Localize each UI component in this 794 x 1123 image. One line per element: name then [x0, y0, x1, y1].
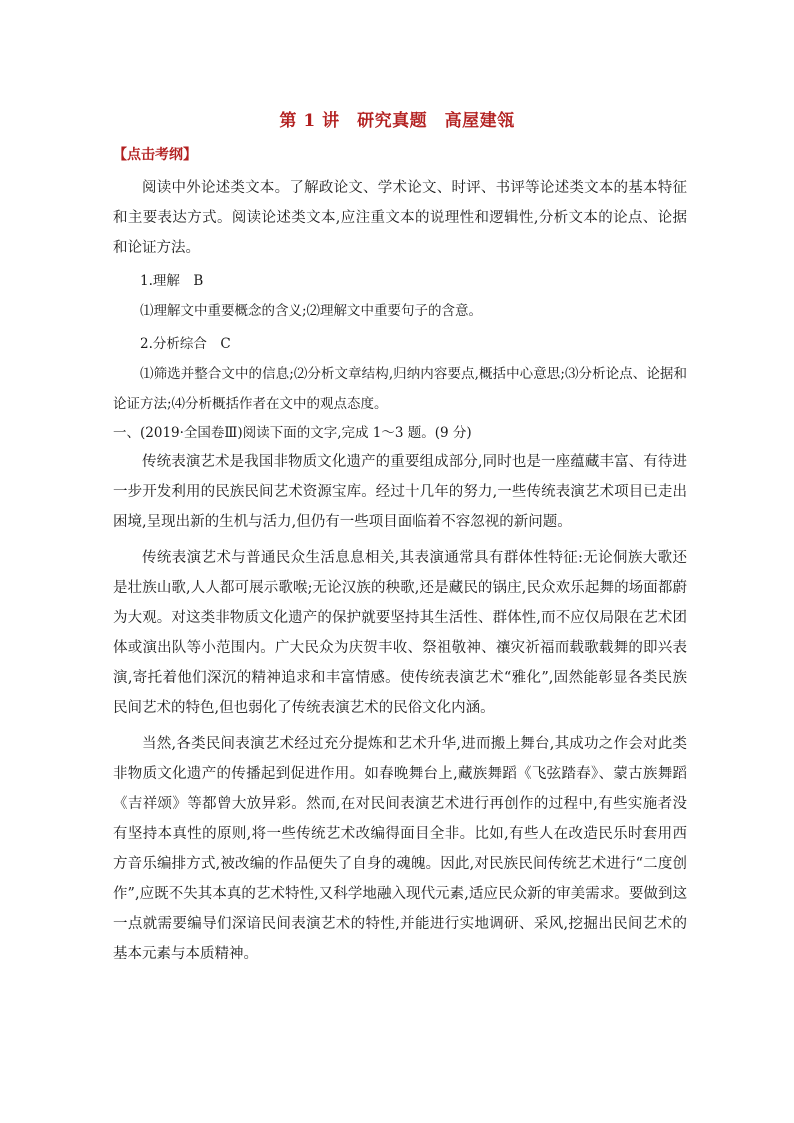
passage-paragraph-2: 传统表演艺术与普通民众生活息息相关,其表演通常具有群体性特征:无论侗族大歌还是壮族山歌,人人都可展示歌喉;无论汉族的秧歌,还是藏民的锅庄,民众欢乐起舞的场面都蔚为大观。对这类非物质文化遗产的保护就要坚持其生活性、群体性,而不应仅局限在艺术团体或演出队等小范围内。广大民众为庆贺丰收、祭祖敬神、禳灾祈福而载歌载舞的即兴表演,寄托着他们深沉的精神追求和丰富情感。使传统表演艺术“雅化”,固然能彰显各类民族民间艺术的特色,但也弱化了传统表演艺术的民俗文化内涵。	[113, 550, 687, 716]
item-head-1: 1.理解 B	[140, 273, 204, 289]
question-heading: 一、(2019·全国卷Ⅲ)阅读下面的文字,完成 1～3 题。(9 分)	[113, 425, 472, 441]
item-detail-1: ⑴理解文中重要概念的含义;⑵理解文中重要句子的含意。	[140, 303, 483, 319]
passage-paragraph-1: 传统表演艺术是我国非物质文化遗产的重要组成部分,同时也是一座蕴藏丰富、有待进一步开发利用的民族民间艺术资源宝库。经过十几年的努力,一些传统表演艺术项目已走出困境,呈现出新的生机与活力,但仍有一些项目面临着不容忽视的新问题。	[113, 454, 687, 530]
item-head-2: 2.分析综合 C	[140, 336, 231, 352]
document-body	[113, 145, 687, 969]
item-detail-2: ⑴筛选并整合文中的信息;⑵分析文章结构,归纳内容要点,概括中心意思;⑶分析论点、论据和论证方法;⑷分析概括作者在文中的观点态度。	[113, 366, 687, 412]
intro-paragraph: 阅读中外论述类文本。了解政论文、学术论文、时评、书评等论述类文本的基本特征和主要表达方式。阅读论述类文本,应注重文本的说理性和逻辑性,分析文本的论点、论据和论证方法。	[113, 180, 687, 256]
passage-paragraph-3: 当然,各类民间表演艺术经过充分提炼和艺术升华,进而搬上舞台,其成功之作会对此类非物质文化遗产的传播起到促进作用。如春晚舞台上,藏族舞蹈《飞弦踏春》、蒙古族舞蹈《吉祥颂》等都曾大放异彩。然而,在对民间表演艺术进行再创作的过程中,有些实施者没有坚持本真性的原则,将一些传统艺术改编得面目全非。比如,有些人在改造民乐时套用西方音乐编排方式,被改编的作品便失了自身的魂魄。因此,对民族民间传统艺术进行“二度创作”,应既不失其本真的艺术特性,又科学地融入现代元素,适应民众新的审美需求。要做到这一点就需要编导们深谙民间表演艺术的特性,并能进行实地调研、采风,挖掘出民间艺术的基本元素与本质精神。	[113, 736, 687, 962]
section-label: 【点击考纲】	[113, 147, 197, 163]
page-title: 第 1 讲 研究真题 高屋建瓴	[279, 111, 515, 131]
